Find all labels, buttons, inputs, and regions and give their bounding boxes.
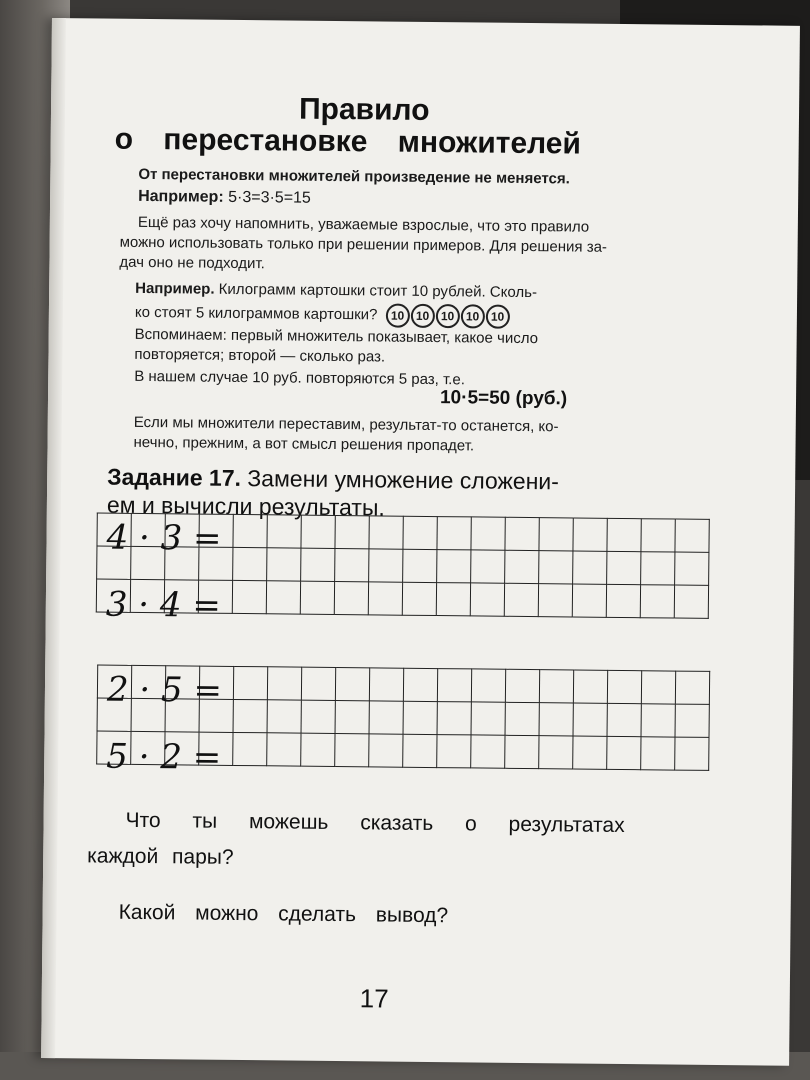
remember-line1: Вспоминаем: первый множитель показывает, какое число xyxy=(134,325,539,348)
coin-icon: 10 xyxy=(385,304,409,328)
expr-2x5: 2 · 5 = xyxy=(106,669,223,711)
example1-label: Например: xyxy=(138,187,224,206)
note-line2: можно использовать только при решении примеров. Для решения за- xyxy=(119,233,608,256)
expr-4x3: 4 · 3 = xyxy=(106,517,222,559)
remember-line2: повторяется; второй — сколько раз. xyxy=(134,345,386,366)
coin-icon: 10 xyxy=(410,304,434,328)
coins-row xyxy=(385,304,510,329)
title-line1: Правило xyxy=(298,92,430,127)
example2-line1 xyxy=(135,279,537,303)
question2: Какой можно сделать вывод? xyxy=(118,900,449,928)
note-line3: дач оно не подходит. xyxy=(119,253,265,273)
example2-text2: ко стоят 5 килограммов картошки? xyxy=(134,303,378,324)
formula: 10·5=50 (руб.) xyxy=(439,387,568,410)
expr-3x4: 3 · 4 = xyxy=(105,584,222,626)
example2-label: Например. xyxy=(135,279,215,298)
question1-line2: каждой пары? xyxy=(87,844,234,869)
title-line2: о перестановке множителей xyxy=(114,122,582,161)
task-text-line2: ем и вычисли результаты. xyxy=(106,491,385,521)
swap-line2: нечно, прежним, а вот смысл решения пропадет. xyxy=(133,433,475,455)
task-text-line1: Замени умножение сложени- xyxy=(247,465,560,495)
coin-icon: 10 xyxy=(485,305,509,329)
task-label: Задание 17. xyxy=(107,463,242,492)
rule-statement: От перестановки множителей произведение не меняется. xyxy=(138,165,570,188)
example2-text1: Килограмм картошки стоит 10 рублей. Сколь- xyxy=(218,280,538,302)
note-line1: Ещё раз хочу напомнить, уважаемые взрослые, что это правило xyxy=(137,213,590,236)
case-line: В нашем случае 10 руб. повторяются 5 раз, т.е. xyxy=(134,367,466,389)
swap-line1: Если мы множители переставим, результат-то останется, ко- xyxy=(133,413,559,436)
example1 xyxy=(138,187,311,209)
question1-line1: Что ты можешь сказать о результатах xyxy=(125,808,625,838)
page-number: 17 xyxy=(359,983,389,1014)
coin-icon: 10 xyxy=(460,304,484,328)
expr-5x2: 5 · 2 = xyxy=(106,736,222,778)
book-page xyxy=(41,18,800,1066)
example1-text: 5·3=3·5=15 xyxy=(228,188,311,207)
coin-icon: 10 xyxy=(435,304,459,328)
